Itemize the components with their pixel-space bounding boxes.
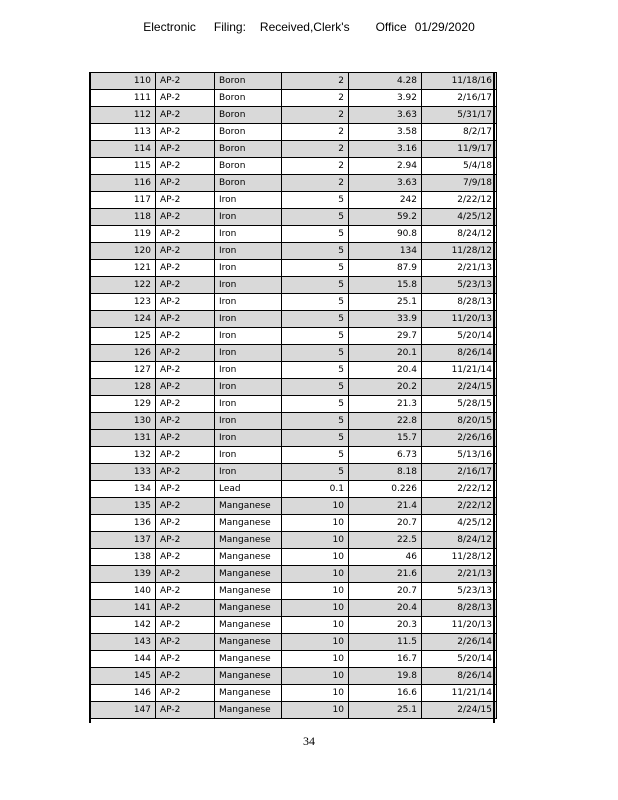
standard-cell: 10 — [282, 583, 349, 600]
parameter-cell: Manganese — [215, 668, 282, 685]
standard-cell: 5 — [282, 396, 349, 413]
date-cell: 11/21/14 — [422, 362, 497, 379]
table-row — [91, 175, 497, 192]
value-cell: 19.8 — [349, 668, 422, 685]
table-row — [91, 702, 497, 719]
standard-cell: 5 — [282, 192, 349, 209]
value-cell: 20.7 — [349, 583, 422, 600]
date-cell: 5/20/14 — [422, 651, 497, 668]
table-row — [91, 260, 497, 277]
standard-cell: 5 — [282, 345, 349, 362]
unit-cell: AP-2 — [156, 668, 215, 685]
date-cell: 8/2/17 — [422, 124, 497, 141]
unit-cell: AP-2 — [156, 532, 215, 549]
row-id-cell: 136 — [91, 515, 156, 532]
row-id-cell: 119 — [91, 226, 156, 243]
header-received: Received,Clerk's — [259, 20, 350, 34]
unit-cell: AP-2 — [156, 481, 215, 498]
standard-cell: 5 — [282, 209, 349, 226]
value-cell: 2.94 — [349, 158, 422, 175]
header-electronic: Electronic — [143, 20, 196, 34]
page-number: 34 — [303, 734, 315, 748]
table-row — [91, 345, 497, 362]
standard-cell: 10 — [282, 498, 349, 515]
parameter-cell: Iron — [215, 430, 282, 447]
date-cell: 2/21/13 — [422, 566, 497, 583]
value-cell: 20.4 — [349, 362, 422, 379]
row-id-cell: 133 — [91, 464, 156, 481]
parameter-cell: Boron — [215, 158, 282, 175]
value-cell: 20.7 — [349, 515, 422, 532]
table-row — [91, 362, 497, 379]
parameter-cell: Boron — [215, 107, 282, 124]
date-cell: 2/24/15 — [422, 702, 497, 719]
row-id-cell: 116 — [91, 175, 156, 192]
row-id-cell: 122 — [91, 277, 156, 294]
row-id-cell: 135 — [91, 498, 156, 515]
standard-cell: 5 — [282, 362, 349, 379]
table-row — [91, 73, 497, 90]
parameter-cell: Manganese — [215, 498, 282, 515]
table-right-border — [493, 72, 495, 723]
value-cell: 16.7 — [349, 651, 422, 668]
date-cell: 2/26/16 — [422, 430, 497, 447]
row-id-cell: 115 — [91, 158, 156, 175]
unit-cell: AP-2 — [156, 345, 215, 362]
value-cell: 20.3 — [349, 617, 422, 634]
parameter-cell: Boron — [215, 175, 282, 192]
row-id-cell: 126 — [91, 345, 156, 362]
standard-cell: 10 — [282, 702, 349, 719]
date-cell: 4/25/12 — [422, 209, 497, 226]
value-cell: 3.63 — [349, 175, 422, 192]
value-cell: 4.28 — [349, 73, 422, 90]
unit-cell: AP-2 — [156, 124, 215, 141]
parameter-cell: Iron — [215, 464, 282, 481]
unit-cell: AP-2 — [156, 226, 215, 243]
value-cell: 16.6 — [349, 685, 422, 702]
date-cell: 11/20/13 — [422, 617, 497, 634]
value-cell: 134 — [349, 243, 422, 260]
table-row — [91, 413, 497, 430]
standard-cell: 2 — [282, 141, 349, 158]
unit-cell: AP-2 — [156, 600, 215, 617]
date-cell: 2/16/17 — [422, 464, 497, 481]
table-row — [91, 243, 497, 260]
value-cell: 3.63 — [349, 107, 422, 124]
standard-cell: 10 — [282, 617, 349, 634]
date-cell: 11/9/17 — [422, 141, 497, 158]
date-cell: 5/20/14 — [422, 328, 497, 345]
parameter-cell: Iron — [215, 379, 282, 396]
row-id-cell: 147 — [91, 702, 156, 719]
parameter-cell: Iron — [215, 277, 282, 294]
parameter-cell: Iron — [215, 396, 282, 413]
value-cell: 21.6 — [349, 566, 422, 583]
filing-stamp-header — [0, 20, 618, 34]
value-cell: 3.92 — [349, 90, 422, 107]
date-cell: 5/23/13 — [422, 277, 497, 294]
standard-cell: 10 — [282, 532, 349, 549]
unit-cell: AP-2 — [156, 583, 215, 600]
value-cell: 25.1 — [349, 294, 422, 311]
unit-cell: AP-2 — [156, 413, 215, 430]
value-cell: 22.5 — [349, 532, 422, 549]
standard-cell: 10 — [282, 515, 349, 532]
parameter-cell: Iron — [215, 243, 282, 260]
parameter-cell: Manganese — [215, 634, 282, 651]
date-cell: 11/28/12 — [422, 549, 497, 566]
table-row — [91, 617, 497, 634]
table-row — [91, 481, 497, 498]
parameter-cell: Iron — [215, 260, 282, 277]
table-row — [91, 107, 497, 124]
row-id-cell: 127 — [91, 362, 156, 379]
value-cell: 8.18 — [349, 464, 422, 481]
table-row — [91, 498, 497, 515]
value-cell: 59.2 — [349, 209, 422, 226]
parameter-cell: Manganese — [215, 532, 282, 549]
table-row — [91, 277, 497, 294]
parameter-cell: Iron — [215, 328, 282, 345]
date-cell: 5/13/16 — [422, 447, 497, 464]
date-cell: 2/22/12 — [422, 481, 497, 498]
value-cell: 87.9 — [349, 260, 422, 277]
standard-cell: 5 — [282, 260, 349, 277]
standard-cell: 10 — [282, 634, 349, 651]
date-cell: 7/9/18 — [422, 175, 497, 192]
table-row — [91, 379, 497, 396]
unit-cell: AP-2 — [156, 617, 215, 634]
row-id-cell: 121 — [91, 260, 156, 277]
standard-cell: 10 — [282, 566, 349, 583]
parameter-cell: Manganese — [215, 600, 282, 617]
table-row — [91, 583, 497, 600]
unit-cell: AP-2 — [156, 294, 215, 311]
date-cell: 2/26/14 — [422, 634, 497, 651]
row-id-cell: 139 — [91, 566, 156, 583]
date-cell: 5/28/15 — [422, 396, 497, 413]
unit-cell: AP-2 — [156, 464, 215, 481]
table-row — [91, 311, 497, 328]
table-row — [91, 549, 497, 566]
value-cell: 90.8 — [349, 226, 422, 243]
date-cell: 2/22/12 — [422, 192, 497, 209]
value-cell: 15.8 — [349, 277, 422, 294]
unit-cell: AP-2 — [156, 175, 215, 192]
value-cell: 21.4 — [349, 498, 422, 515]
standard-cell: 5 — [282, 430, 349, 447]
value-cell: 6.73 — [349, 447, 422, 464]
parameter-cell: Manganese — [215, 549, 282, 566]
standard-cell: 5 — [282, 277, 349, 294]
row-id-cell: 128 — [91, 379, 156, 396]
row-id-cell: 112 — [91, 107, 156, 124]
row-id-cell: 144 — [91, 651, 156, 668]
standard-cell: 5 — [282, 311, 349, 328]
value-cell: 3.16 — [349, 141, 422, 158]
row-id-cell: 125 — [91, 328, 156, 345]
row-id-cell: 141 — [91, 600, 156, 617]
row-id-cell: 131 — [91, 430, 156, 447]
table-row — [91, 396, 497, 413]
unit-cell: AP-2 — [156, 447, 215, 464]
row-id-cell: 110 — [91, 73, 156, 90]
table-row — [91, 430, 497, 447]
parameter-cell: Manganese — [215, 651, 282, 668]
row-id-cell: 114 — [91, 141, 156, 158]
parameter-cell: Boron — [215, 90, 282, 107]
value-cell: 242 — [349, 192, 422, 209]
standard-cell: 2 — [282, 124, 349, 141]
standard-cell: 5 — [282, 243, 349, 260]
unit-cell: AP-2 — [156, 73, 215, 90]
table-row — [91, 532, 497, 549]
table-row — [91, 464, 497, 481]
value-cell: 20.2 — [349, 379, 422, 396]
date-cell: 5/4/18 — [422, 158, 497, 175]
standard-cell: 0.1 — [282, 481, 349, 498]
standard-cell: 2 — [282, 158, 349, 175]
row-id-cell: 111 — [91, 90, 156, 107]
parameter-cell: Manganese — [215, 515, 282, 532]
unit-cell: AP-2 — [156, 430, 215, 447]
standard-cell: 10 — [282, 600, 349, 617]
unit-cell: AP-2 — [156, 277, 215, 294]
value-cell: 0.226 — [349, 481, 422, 498]
row-id-cell: 137 — [91, 532, 156, 549]
parameter-cell: Manganese — [215, 566, 282, 583]
table-row — [91, 209, 497, 226]
value-cell: 29.7 — [349, 328, 422, 345]
date-cell: 8/28/13 — [422, 294, 497, 311]
parameter-cell: Iron — [215, 311, 282, 328]
standard-cell: 10 — [282, 549, 349, 566]
row-id-cell: 143 — [91, 634, 156, 651]
parameter-cell: Iron — [215, 345, 282, 362]
value-cell: 25.1 — [349, 702, 422, 719]
row-id-cell: 140 — [91, 583, 156, 600]
date-cell: 2/16/17 — [422, 90, 497, 107]
standard-cell: 5 — [282, 464, 349, 481]
unit-cell: AP-2 — [156, 192, 215, 209]
unit-cell: AP-2 — [156, 515, 215, 532]
date-cell: 5/31/17 — [422, 107, 497, 124]
date-cell: 8/24/12 — [422, 532, 497, 549]
row-id-cell: 134 — [91, 481, 156, 498]
unit-cell: AP-2 — [156, 209, 215, 226]
date-cell: 2/24/15 — [422, 379, 497, 396]
table-row — [91, 328, 497, 345]
table-row — [91, 515, 497, 532]
row-id-cell: 129 — [91, 396, 156, 413]
date-cell: 11/21/14 — [422, 685, 497, 702]
date-cell: 8/20/15 — [422, 413, 497, 430]
standard-cell: 5 — [282, 413, 349, 430]
table-row — [91, 668, 497, 685]
unit-cell: AP-2 — [156, 328, 215, 345]
row-id-cell: 124 — [91, 311, 156, 328]
table-body — [91, 73, 497, 719]
standard-cell: 5 — [282, 226, 349, 243]
row-id-cell: 142 — [91, 617, 156, 634]
parameter-cell: Iron — [215, 192, 282, 209]
table-row — [91, 600, 497, 617]
date-cell: 8/28/13 — [422, 600, 497, 617]
parameter-cell: Manganese — [215, 702, 282, 719]
unit-cell: AP-2 — [156, 158, 215, 175]
parameter-cell: Iron — [215, 209, 282, 226]
table-row — [91, 124, 497, 141]
table-left-border — [89, 72, 91, 723]
row-id-cell: 138 — [91, 549, 156, 566]
table-row — [91, 192, 497, 209]
table-row — [91, 90, 497, 107]
parameter-cell: Manganese — [215, 685, 282, 702]
standard-cell: 2 — [282, 107, 349, 124]
value-cell: 15.7 — [349, 430, 422, 447]
date-cell: 2/22/12 — [422, 498, 497, 515]
unit-cell: AP-2 — [156, 549, 215, 566]
header-office: Office — [375, 20, 407, 34]
header-date: 01/29/2020 — [414, 20, 475, 34]
header-filing: Filing: — [213, 20, 246, 34]
table-row — [91, 566, 497, 583]
row-id-cell: 130 — [91, 413, 156, 430]
date-cell: 5/23/13 — [422, 583, 497, 600]
date-cell: 11/18/16 — [422, 73, 497, 90]
unit-cell: AP-2 — [156, 90, 215, 107]
standard-cell: 5 — [282, 447, 349, 464]
date-cell: 11/28/12 — [422, 243, 497, 260]
table-row — [91, 158, 497, 175]
standard-cell: 10 — [282, 668, 349, 685]
value-cell: 21.3 — [349, 396, 422, 413]
parameter-cell: Boron — [215, 141, 282, 158]
row-id-cell: 132 — [91, 447, 156, 464]
parameter-cell: Boron — [215, 124, 282, 141]
value-cell: 20.1 — [349, 345, 422, 362]
parameter-cell: Iron — [215, 226, 282, 243]
parameter-cell: Iron — [215, 413, 282, 430]
unit-cell: AP-2 — [156, 498, 215, 515]
date-cell: 8/24/12 — [422, 226, 497, 243]
date-cell: 8/26/14 — [422, 668, 497, 685]
table-row — [91, 634, 497, 651]
unit-cell: AP-2 — [156, 634, 215, 651]
value-cell: 20.4 — [349, 600, 422, 617]
table-row — [91, 141, 497, 158]
row-id-cell: 146 — [91, 685, 156, 702]
unit-cell: AP-2 — [156, 396, 215, 413]
date-cell: 2/21/13 — [422, 260, 497, 277]
unit-cell: AP-2 — [156, 379, 215, 396]
unit-cell: AP-2 — [156, 685, 215, 702]
parameter-cell: Boron — [215, 73, 282, 90]
table-row — [91, 651, 497, 668]
unit-cell: AP-2 — [156, 566, 215, 583]
row-id-cell: 120 — [91, 243, 156, 260]
parameter-cell: Iron — [215, 294, 282, 311]
standard-cell: 2 — [282, 175, 349, 192]
parameter-cell: Iron — [215, 447, 282, 464]
unit-cell: AP-2 — [156, 651, 215, 668]
value-cell: 33.9 — [349, 311, 422, 328]
unit-cell: AP-2 — [156, 362, 215, 379]
table-row — [91, 447, 497, 464]
unit-cell: AP-2 — [156, 107, 215, 124]
row-id-cell: 113 — [91, 124, 156, 141]
standard-cell: 2 — [282, 73, 349, 90]
standard-cell: 2 — [282, 90, 349, 107]
standard-cell: 5 — [282, 294, 349, 311]
row-id-cell: 123 — [91, 294, 156, 311]
unit-cell: AP-2 — [156, 311, 215, 328]
row-id-cell: 117 — [91, 192, 156, 209]
unit-cell: AP-2 — [156, 141, 215, 158]
table-row — [91, 294, 497, 311]
parameter-cell: Lead — [215, 481, 282, 498]
unit-cell: AP-2 — [156, 702, 215, 719]
value-cell: 11.5 — [349, 634, 422, 651]
unit-cell: AP-2 — [156, 243, 215, 260]
value-cell: 46 — [349, 549, 422, 566]
parameter-cell: Manganese — [215, 617, 282, 634]
standard-cell: 5 — [282, 379, 349, 396]
standard-cell: 10 — [282, 651, 349, 668]
parameter-cell: Iron — [215, 362, 282, 379]
row-id-cell: 118 — [91, 209, 156, 226]
value-cell: 3.58 — [349, 124, 422, 141]
date-cell: 8/26/14 — [422, 345, 497, 362]
date-cell: 11/20/13 — [422, 311, 497, 328]
sampling-results-table — [90, 72, 497, 719]
value-cell: 22.8 — [349, 413, 422, 430]
standard-cell: 5 — [282, 328, 349, 345]
date-cell: 4/25/12 — [422, 515, 497, 532]
row-id-cell: 145 — [91, 668, 156, 685]
parameter-cell: Manganese — [215, 583, 282, 600]
unit-cell: AP-2 — [156, 260, 215, 277]
standard-cell: 10 — [282, 685, 349, 702]
table-row — [91, 685, 497, 702]
table-row — [91, 226, 497, 243]
